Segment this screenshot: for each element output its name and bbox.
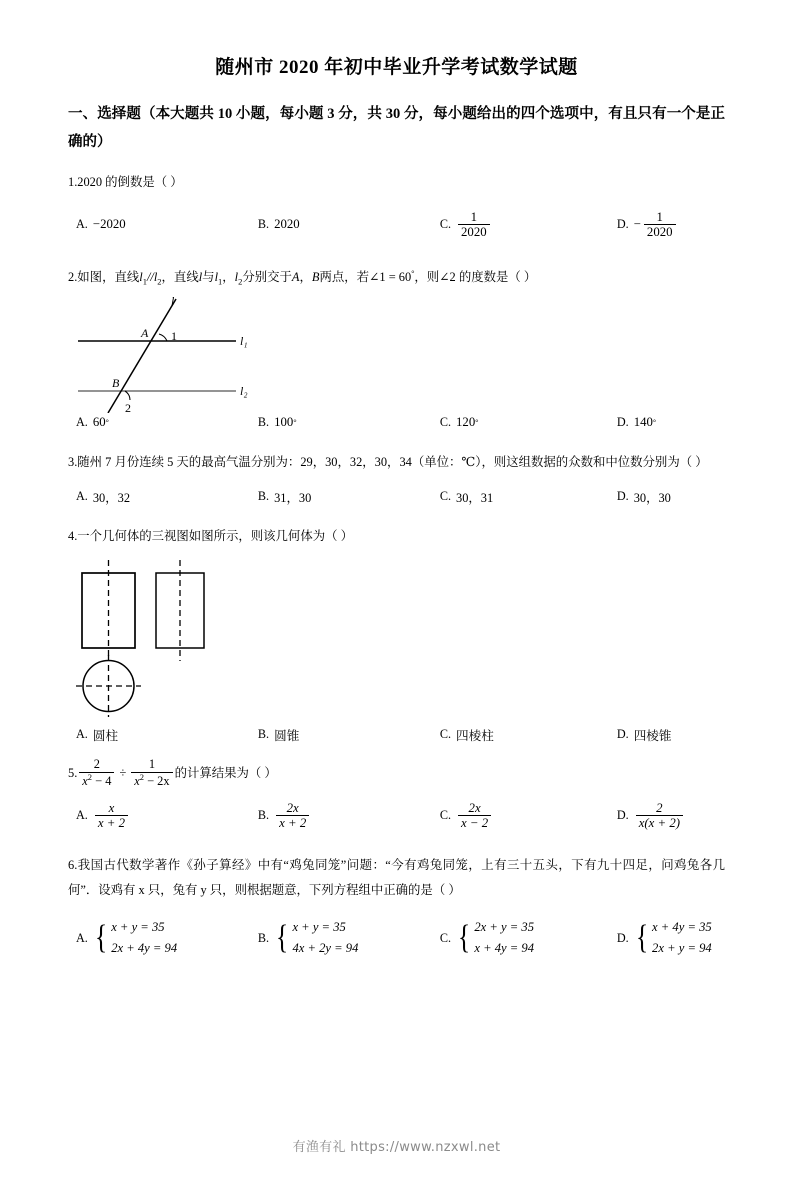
stem-text: 的计算结果为（ ） (174, 765, 277, 780)
option-value: −2020 (92, 216, 126, 231)
degree-symbol: ° (475, 418, 479, 428)
stem-text: ，则∠2 的度数是（ ） (414, 270, 537, 285)
question-2-stem (68, 265, 725, 291)
option-label: B. (257, 726, 270, 741)
option-6-A[interactable] (68, 917, 258, 959)
option-label: C. (439, 415, 452, 430)
stem-text: ， (299, 270, 312, 285)
denominator (131, 772, 172, 789)
option-label: C. (439, 726, 452, 741)
stem-text: ，直线 (161, 270, 199, 285)
fraction (95, 801, 128, 831)
question-5-stem (68, 758, 725, 789)
page-title: 随州市 2020 年初中毕业升学考试数学试题 (215, 57, 578, 78)
equation-1: x + y = 35 (111, 920, 165, 935)
denominator: x(x + 2) (636, 815, 683, 830)
question-4-figure (68, 555, 725, 725)
option-4-D[interactable] (617, 725, 725, 744)
division-symbol: ÷ (119, 765, 127, 780)
option-1-B[interactable] (258, 217, 440, 232)
question-1-options (68, 210, 725, 240)
equations (111, 917, 177, 959)
denominator: 2020 (458, 224, 490, 239)
option-value: 100 (274, 415, 294, 430)
option-label: D. (616, 930, 629, 945)
option-1-A[interactable] (68, 217, 258, 232)
term: − 2x (144, 773, 170, 788)
angle-1-label: 1 (171, 329, 177, 344)
denominator: x + 2 (276, 815, 309, 830)
equation-2: 2x + y = 94 (652, 941, 712, 956)
option-3-B[interactable] (258, 488, 440, 506)
subscript: 1 (218, 276, 223, 287)
var-x: x (134, 773, 140, 788)
fraction (644, 210, 676, 240)
degree-symbol: ° (293, 418, 297, 428)
option-3-A[interactable] (68, 488, 258, 506)
point-a-label: A (141, 326, 149, 341)
transversal-line (108, 299, 176, 413)
option-5-D[interactable] (617, 801, 725, 831)
option-5-B[interactable] (258, 801, 440, 831)
exponent: 2 (139, 771, 144, 782)
var-l1: l (139, 270, 143, 285)
question-4-stem: 4.一个几何体的三视图如图所示，则该几何体为（ ） (68, 528, 353, 543)
point-b-label: B (311, 270, 320, 285)
exam-page (0, 55, 793, 1177)
question-3-stem: 3.随州 7 月份连续 5 天的最高气温分别为：29，30，32，30，34（单位：℃），则这组数据的众数和中位数分别为（ ） (68, 455, 708, 470)
option-label: A. (76, 726, 88, 741)
var-l: l (198, 270, 203, 285)
parallel-lines-diagram (68, 293, 318, 413)
subscript: 2 (238, 276, 243, 287)
fraction (458, 210, 490, 240)
numerator: 1 (148, 756, 156, 771)
stem-number: 5. (68, 765, 78, 780)
option-label: D. (616, 489, 629, 504)
option-value: 圆锥 (274, 728, 300, 743)
minus-sign: − (633, 216, 641, 231)
equation-1: 2x + y = 35 (474, 920, 535, 935)
transversal-label: l (171, 294, 175, 309)
question-2-options (68, 415, 725, 430)
option-value: 120 (456, 415, 476, 430)
denominator (79, 772, 114, 789)
fraction (636, 801, 683, 831)
option-2-C[interactable] (440, 415, 617, 430)
stem-text: 两点，若∠1 = 60 (319, 270, 412, 285)
angle-1-arc (159, 334, 167, 341)
degree-symbol: ° (105, 418, 109, 428)
equation-system (274, 917, 358, 959)
option-label: C. (439, 930, 452, 945)
subscript: 2 (157, 276, 162, 287)
fraction-divisor (131, 758, 172, 789)
section-heading: 一、选择题（本大题共 10 小题，每小题 3 分，共 30 分，每小题给出的四个选项中，有且只有一个是正确的） (68, 105, 725, 150)
option-4-C[interactable] (440, 725, 617, 744)
option-2-D[interactable] (617, 415, 725, 430)
option-6-C[interactable] (440, 917, 617, 959)
option-value: 31，30 (274, 490, 312, 505)
numerator: 2 (656, 800, 663, 815)
option-label: A. (76, 930, 88, 945)
option-value: 30，31 (456, 490, 494, 505)
stem-text: 与 (202, 270, 215, 285)
numerator: x (108, 800, 115, 815)
option-5-A[interactable] (68, 801, 258, 831)
term: − 4 (92, 773, 112, 788)
numerator: 1 (656, 209, 663, 224)
option-label: A. (76, 216, 88, 231)
option-label: B. (257, 930, 270, 945)
stem-text: 分别交于 (242, 270, 292, 285)
question-6-stem: 6.我国古代数学著作《孙子算经》中有“鸡兔同笼”问题：“今有鸡兔同笼，上有三十五头，下有九十四足，问鸡兔各几何”．设鸡有 x 只，兔有 y 只，则根据题意，下列方程组中正确的是（ ） (68, 857, 725, 897)
option-1-D[interactable] (617, 210, 725, 240)
option-label: D. (616, 808, 629, 823)
degree-symbol: ° (652, 418, 657, 428)
degree-symbol: ° (411, 269, 415, 279)
option-label: D. (616, 726, 629, 741)
var-l2: l (234, 270, 239, 285)
option-2-B[interactable] (258, 415, 440, 430)
fraction-dividend (79, 758, 114, 789)
angle-2-label: 2 (125, 401, 131, 414)
option-3-D[interactable] (617, 488, 725, 506)
option-value: 60 (92, 415, 106, 430)
option-value: 30，32 (92, 490, 131, 505)
footer-watermark: 有渔有礼 https://www.nzxwl.net (292, 1140, 501, 1155)
numerator: 2x (468, 800, 481, 815)
option-label: C. (439, 489, 452, 504)
fraction (458, 801, 491, 831)
option-label: B. (257, 808, 270, 823)
stem-text: 2.如图，直线 (68, 270, 140, 285)
equation-2: 4x + 2y = 94 (292, 941, 359, 956)
parallel-symbol: // (146, 270, 154, 285)
question-6-options (68, 917, 725, 959)
equations (292, 917, 358, 959)
option-1-C[interactable] (440, 210, 617, 240)
equation-system (456, 917, 534, 959)
question-5-options (68, 801, 725, 831)
numerator: 2 (93, 756, 100, 771)
left-brace: { (635, 919, 648, 957)
numerator: 1 (470, 209, 478, 224)
question-4-options (68, 725, 725, 744)
equation-2: x + 4y = 94 (474, 941, 535, 956)
option-value: 30，30 (633, 490, 671, 505)
stem-text: ， (222, 270, 235, 285)
option-6-D[interactable] (617, 917, 725, 959)
angle-2-arc (125, 391, 130, 400)
equation-1: x + y = 35 (292, 920, 346, 935)
option-4-B[interactable] (258, 725, 440, 744)
equation-system (93, 917, 177, 959)
line-l2-label: l₂ (240, 384, 248, 399)
exponent: 2 (87, 771, 93, 782)
option-value: 2020 (274, 216, 300, 231)
numerator: 2x (286, 800, 299, 815)
subscript: 1 (142, 276, 147, 287)
var-l2: l (153, 270, 158, 285)
option-label: A. (76, 808, 88, 823)
option-label: A. (76, 415, 88, 430)
var-x: x (82, 773, 88, 788)
option-3-C[interactable] (440, 488, 617, 506)
option-5-C[interactable] (440, 801, 617, 831)
denominator: 2020 (644, 224, 676, 239)
option-6-B[interactable] (258, 917, 440, 959)
question-1-stem: 1.2020 的倒数是（ ） (68, 175, 183, 190)
left-brace: { (276, 919, 289, 957)
option-value: 四棱柱 (456, 728, 494, 743)
denominator: x + 2 (95, 815, 128, 830)
option-2-A[interactable] (68, 415, 258, 430)
option-value: 140 (633, 415, 653, 430)
denominator: x − 2 (458, 815, 491, 830)
left-brace: { (94, 919, 108, 957)
option-label: B. (257, 216, 270, 231)
question-2-figure (68, 293, 725, 413)
point-a-label: A (291, 270, 300, 285)
question-3-options (68, 488, 725, 506)
option-label: D. (616, 415, 629, 430)
equations (474, 917, 534, 959)
option-label: B. (257, 415, 270, 430)
option-label: A. (76, 489, 88, 504)
option-value: 四棱锥 (633, 728, 672, 743)
equation-system (634, 917, 712, 959)
line-l1-label: l₁ (240, 334, 248, 349)
fraction (276, 801, 309, 831)
option-label: B. (257, 489, 270, 504)
equation-1: x + 4y = 35 (652, 920, 712, 935)
three-view-drawing-diagram (68, 555, 268, 725)
point-b-label: B (112, 376, 120, 391)
equations (652, 917, 712, 959)
equation-2: 2x + 4y = 94 (111, 941, 178, 956)
option-4-A[interactable] (68, 725, 258, 744)
option-label: C. (439, 808, 452, 823)
option-label: C. (439, 216, 452, 231)
var-l1: l (214, 270, 219, 285)
option-value: 圆柱 (92, 728, 119, 743)
option-label: D. (616, 216, 629, 231)
left-brace: { (458, 919, 471, 957)
